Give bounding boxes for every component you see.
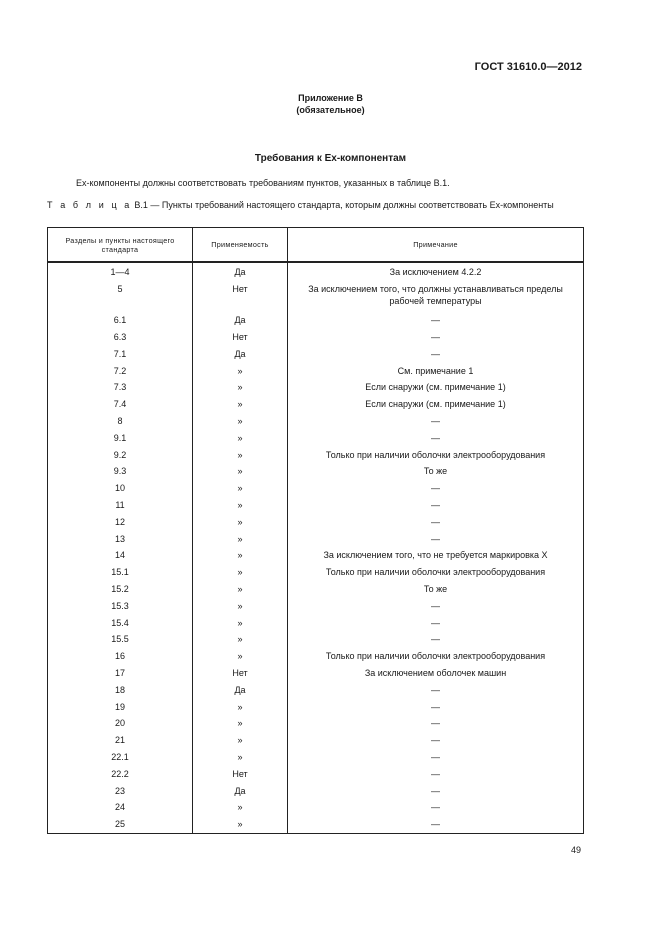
cell-note: Если снаружи (см. примечание 1) xyxy=(288,379,584,396)
cell-note: То же xyxy=(288,463,584,480)
table-caption xyxy=(47,200,554,210)
requirements-table xyxy=(47,227,584,834)
cell-section: 7.3 xyxy=(48,379,193,396)
cell-note: — xyxy=(288,631,584,648)
table-row xyxy=(48,665,584,682)
annex-title: Приложение В xyxy=(298,93,363,103)
cell-section: 19 xyxy=(48,698,193,715)
table-row xyxy=(48,497,584,514)
annex-heading xyxy=(0,92,661,116)
table-row xyxy=(48,396,584,413)
cell-section: 22.2 xyxy=(48,765,193,782)
table-row xyxy=(48,345,584,362)
table-row xyxy=(48,262,584,281)
cell-applicability: » xyxy=(193,597,288,614)
section-title: Требования к Ex-компонентам xyxy=(254,153,407,164)
table-row xyxy=(48,312,584,329)
table-row xyxy=(48,281,584,312)
cell-applicability: Нет xyxy=(193,665,288,682)
cell-note: — xyxy=(288,732,584,749)
table-row xyxy=(48,698,584,715)
table-row xyxy=(48,547,584,564)
header-note: Примечание xyxy=(288,228,584,263)
table-row xyxy=(48,816,584,833)
cell-applicability: » xyxy=(193,799,288,816)
cell-note: — xyxy=(288,799,584,816)
cell-applicability: Да xyxy=(193,262,288,281)
standard-designation: ГОСТ 31610.0—2012 xyxy=(474,61,582,73)
cell-applicability: » xyxy=(193,396,288,413)
cell-note: То же xyxy=(288,581,584,598)
cell-note: За исключением оболочек машин xyxy=(288,665,584,682)
table-row xyxy=(48,329,584,346)
cell-note: Если снаружи (см. примечание 1) xyxy=(288,396,584,413)
cell-section: 9.2 xyxy=(48,446,193,463)
cell-section: 23 xyxy=(48,782,193,799)
cell-section: 9.3 xyxy=(48,463,193,480)
cell-section: 15.3 xyxy=(48,597,193,614)
cell-applicability: » xyxy=(193,631,288,648)
cell-section: 25 xyxy=(48,816,193,833)
table-row xyxy=(48,581,584,598)
cell-section: 18 xyxy=(48,681,193,698)
table-row xyxy=(48,631,584,648)
cell-note: — xyxy=(288,715,584,732)
cell-applicability: » xyxy=(193,581,288,598)
cell-section: 22.1 xyxy=(48,749,193,766)
cell-applicability: » xyxy=(193,463,288,480)
cell-applicability: Да xyxy=(193,312,288,329)
header-sections: Разделы и пункты настоящего стандарта xyxy=(48,228,193,263)
cell-applicability: » xyxy=(193,379,288,396)
cell-applicability: » xyxy=(193,362,288,379)
page-number: 49 xyxy=(570,845,581,855)
cell-section: 11 xyxy=(48,497,193,514)
cell-applicability: Да xyxy=(193,782,288,799)
cell-note: — xyxy=(288,698,584,715)
table-row xyxy=(48,530,584,547)
cell-note: За исключением 4.2.2 xyxy=(288,262,584,281)
cell-note: — xyxy=(288,782,584,799)
cell-note: — xyxy=(288,329,584,346)
cell-section: 15.1 xyxy=(48,564,193,581)
table-row xyxy=(48,379,584,396)
table-header-row xyxy=(48,228,584,263)
cell-applicability: » xyxy=(193,413,288,430)
cell-section: 14 xyxy=(48,547,193,564)
table-row xyxy=(48,715,584,732)
cell-applicability: Нет xyxy=(193,281,288,312)
cell-section: 7.2 xyxy=(48,362,193,379)
cell-section: 15.2 xyxy=(48,581,193,598)
cell-note: За исключением того, что не требуется маркировка X xyxy=(288,547,584,564)
cell-section: 15.5 xyxy=(48,631,193,648)
table-row xyxy=(48,513,584,530)
cell-note: — xyxy=(288,530,584,547)
table-row xyxy=(48,597,584,614)
cell-note: — xyxy=(288,480,584,497)
cell-section: 24 xyxy=(48,799,193,816)
cell-note: — xyxy=(288,597,584,614)
cell-note: Только при наличии оболочки электрооборудования xyxy=(288,648,584,665)
table-row xyxy=(48,564,584,581)
cell-note: — xyxy=(288,765,584,782)
table-row xyxy=(48,681,584,698)
cell-applicability: Нет xyxy=(193,765,288,782)
cell-applicability: » xyxy=(193,497,288,514)
cell-note: — xyxy=(288,312,584,329)
table-row xyxy=(48,732,584,749)
cell-section: 10 xyxy=(48,480,193,497)
cell-section: 17 xyxy=(48,665,193,682)
table-row xyxy=(48,413,584,430)
cell-note: — xyxy=(288,749,584,766)
table-caption-text: В.1 — Пункты требований настоящего стандарта, которым должны соответствовать Ex-компоненты xyxy=(134,200,554,210)
table-row xyxy=(48,362,584,379)
cell-section: 21 xyxy=(48,732,193,749)
cell-section: 9.1 xyxy=(48,429,193,446)
cell-applicability: » xyxy=(193,446,288,463)
cell-section: 12 xyxy=(48,513,193,530)
cell-applicability: Да xyxy=(193,345,288,362)
cell-section: 8 xyxy=(48,413,193,430)
cell-section: 20 xyxy=(48,715,193,732)
cell-applicability: » xyxy=(193,564,288,581)
cell-section: 6.3 xyxy=(48,329,193,346)
cell-applicability: » xyxy=(193,648,288,665)
cell-section: 15.4 xyxy=(48,614,193,631)
cell-note: — xyxy=(288,429,584,446)
cell-section: 1—4 xyxy=(48,262,193,281)
table-row xyxy=(48,614,584,631)
annex-status: (обязательное) xyxy=(296,105,365,115)
cell-note: За исключением того, что должны устанавливаться пределы рабочей температуры xyxy=(288,281,584,312)
cell-note: — xyxy=(288,513,584,530)
cell-note: — xyxy=(288,497,584,514)
table-body xyxy=(48,262,584,833)
cell-note: — xyxy=(288,816,584,833)
table-row xyxy=(48,648,584,665)
cell-applicability: » xyxy=(193,513,288,530)
table-row xyxy=(48,463,584,480)
cell-note: — xyxy=(288,614,584,631)
cell-applicability: » xyxy=(193,749,288,766)
table-row xyxy=(48,480,584,497)
table-caption-label: Т а б л и ц а xyxy=(47,200,132,210)
cell-section: 13 xyxy=(48,530,193,547)
cell-note: Только при наличии оболочки электрооборудования xyxy=(288,446,584,463)
cell-applicability: » xyxy=(193,732,288,749)
cell-applicability: » xyxy=(193,547,288,564)
table-row xyxy=(48,799,584,816)
cell-applicability: Да xyxy=(193,681,288,698)
cell-section: 7.4 xyxy=(48,396,193,413)
cell-note: — xyxy=(288,345,584,362)
cell-section: 5 xyxy=(48,281,193,312)
table-row xyxy=(48,749,584,766)
cell-note: — xyxy=(288,681,584,698)
cell-applicability: » xyxy=(193,715,288,732)
table-row xyxy=(48,765,584,782)
table-row xyxy=(48,429,584,446)
cell-applicability: » xyxy=(193,530,288,547)
table-row xyxy=(48,782,584,799)
cell-applicability: » xyxy=(193,698,288,715)
intro-paragraph: Ex-компоненты должны соответствовать требованиям пунктов, указанных в таблице В.1. xyxy=(76,178,450,188)
cell-applicability: » xyxy=(193,429,288,446)
cell-note: Только при наличии оболочки электрооборудования xyxy=(288,564,584,581)
cell-applicability: » xyxy=(193,614,288,631)
cell-note: См. примечание 1 xyxy=(288,362,584,379)
cell-section: 7.1 xyxy=(48,345,193,362)
cell-applicability: » xyxy=(193,816,288,833)
header-applicability: Применяемость xyxy=(193,228,288,263)
cell-section: 6.1 xyxy=(48,312,193,329)
cell-section: 16 xyxy=(48,648,193,665)
table-row xyxy=(48,446,584,463)
cell-applicability: » xyxy=(193,480,288,497)
cell-applicability: Нет xyxy=(193,329,288,346)
cell-note: — xyxy=(288,413,584,430)
